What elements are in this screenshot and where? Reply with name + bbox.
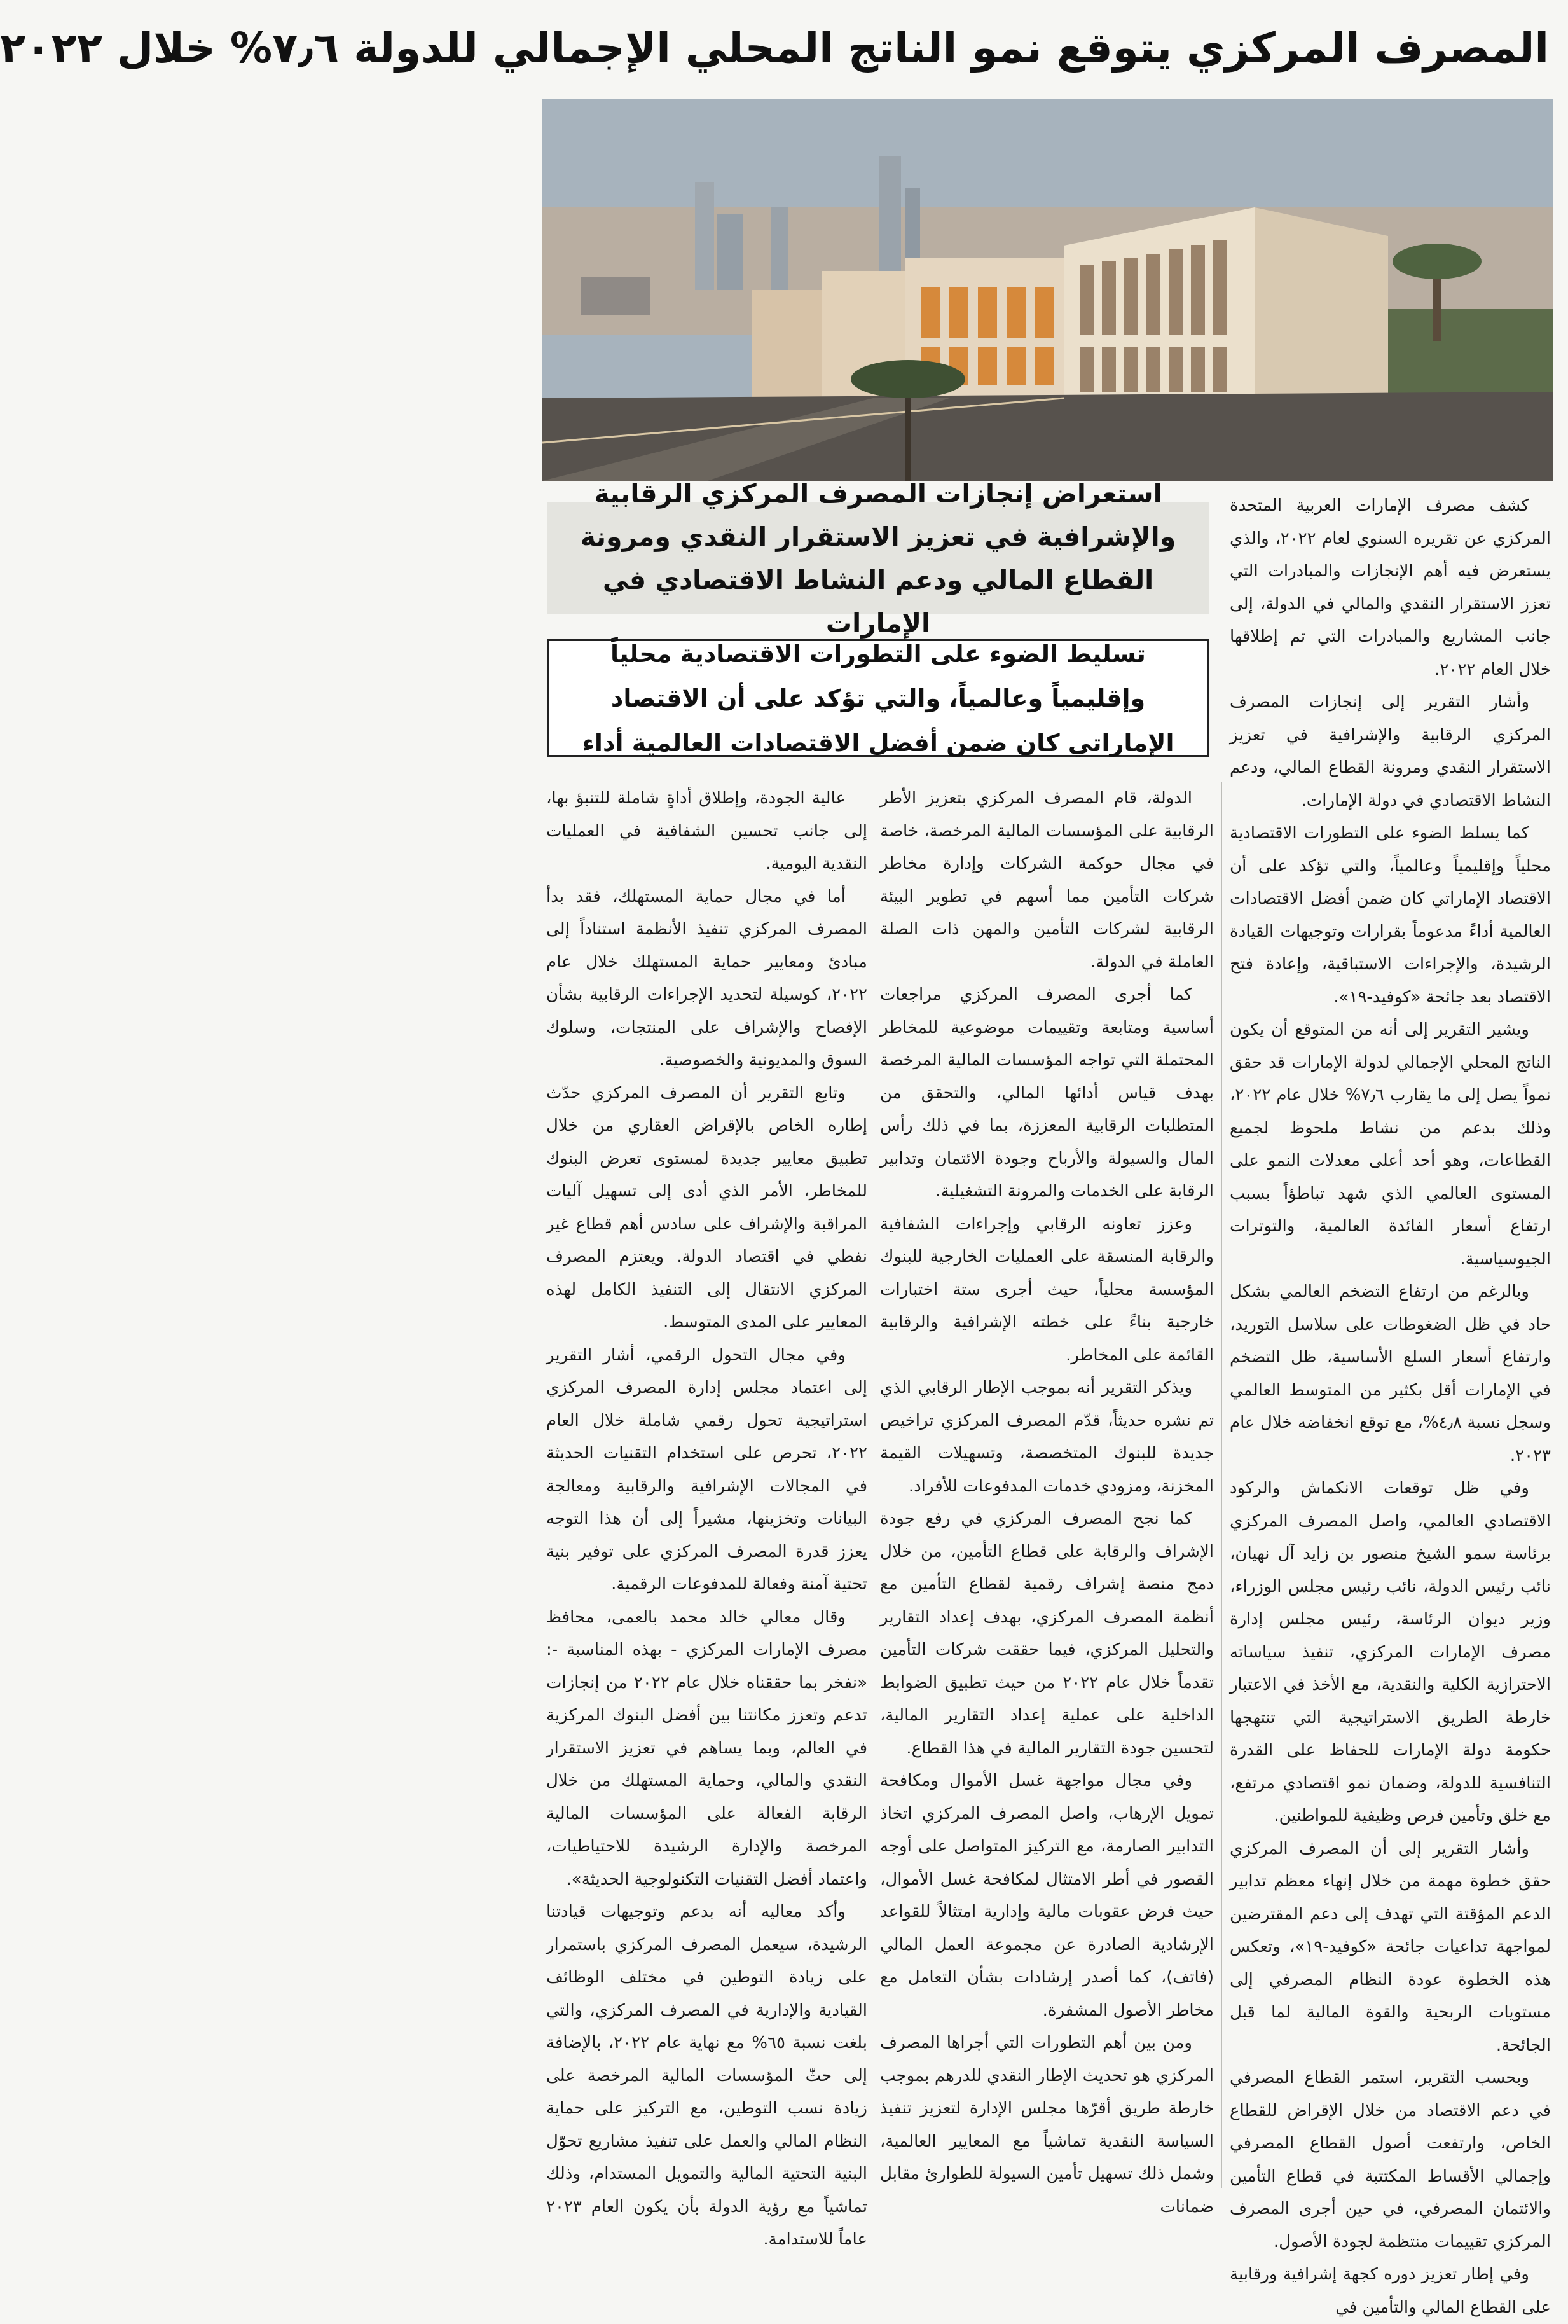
article-column-right (1230, 490, 1551, 2317)
central-bank-building-photo (542, 99, 1553, 481)
paragraph: وتابع التقرير أن المصرف المركزي حدّث إطاره الخاص بالإقراض العقاري من خلال تطبيق معايير جديدة لمستوى تعرض البنوك للمخاطر، الأمر الذي أدى إلى تسهيل آليات المراقبة والإشراف على سادس أهم قطاع غير نفطي في اقتصاد الدولة. ويعتزم المصرف المركزي الانتقال إلى التنفيذ الكامل لهذه المعايير على المدى المتوسط. (546, 1083, 867, 1332)
paragraph: وفي مجال التحول الرقمي، أشار التقرير إلى اعتماد مجلس إدارة المصرف المركزي استراتيجية تحول رقمي شاملة خلال العام ٢٠٢٢، تحرص على استخدام التقنيات الحديثة في المجالات الإشرافية والرقابية ومعالجة البيانات وتخزينها، مشيراً إلى أن هذا التوجه يعزز قدرة المصرف المركزي على توفير بنية تحتية آمنة وفعالة للمدفوعات الرقمية. (546, 1345, 867, 1594)
paragraph: وقال معالي خالد محمد بالعمى، محافظ مصرف الإمارات المركزي - بهذه المناسبة -: «نفخر بما حققناه خلال عام ٢٠٢٢ من إنجازات تدعم وتعزز مكانتنا بين أفضل البنوك المركزية في العالم، وبما يساهم في تعزيز الاستقرار النقدي والمالي، وحماية المستهلك من خلال الرقابة الفعالة على المؤسسات المالية المرخصة والإدارة الرشيدة للاحتياطيات، واعتماد أفضل التقنيات التكنولوجية الحديثة». (546, 1607, 867, 1889)
article-column-left (546, 782, 867, 2249)
article-column-middle (880, 782, 1214, 2217)
paragraph: وأكد معاليه أنه بدعم وتوجيهات قيادتنا الرشيدة، سيعمل المصرف المركزي باستمرار على زيادة التوطين في مختلف الوظائف القيادية والإدارية في المصرف المركزي، والتي بلغت نسبة ٦٥% مع نهاية عام ٢٠٢٢، بالإضافة إلى حثّ المؤسسات المالية المرخصة على زيادة نسب التوطين، مع التركيز على حماية النظام المالي والعمل على تنفيذ مشاريع تحوّل البنية التحتية المالية والتمويل المستدام، وذلك تماشياً مع رؤية الدولة بأن يكون العام ٢٠٢٣ عاماً للاستدامة. (546, 1902, 867, 2249)
paragraph: وعزز تعاونه الرقابي وإجراءات الشفافية والرقابة المنسقة على العمليات الخارجية للبنوك المؤسسة محلياً، حيث أجرى ستة اختبارات خارجية بناءً على خطته الإشرافية والرقابية القائمة على المخاطر. (880, 1214, 1214, 1365)
paragraph: وبحسب التقرير، استمر القطاع المصرفي في دعم الاقتصاد من خلال الإقراض للقطاع الخاص، وارتفعت أصول القطاع المصرفي وإجمالي الأقساط المكتتبة في قطاع التأمين والائتمان المصرفي، في حين أجرى المصرف المركزي تقييمات منتظمة لجودة الأصول. (1230, 2068, 1551, 2251)
paragraph: وبالرغم من ارتفاع التضخم العالمي بشكل حاد في ظل الضغوطات على سلاسل التوريد، وارتفاع أسعار السلع الأساسية، ظل التضخم في الإمارات أقل بكثير من المتوسط العالمي وسجل نسبة ٤٫٨%، مع توقع انخفاضه خلال عام ٢٠٢٣. (1230, 1282, 1551, 1465)
subheadline: استعراض إنجازات المصرف المركزي الرقابية والإشرافية في تعزيز الاستقرار النقدي ومرونة القطاع المالي ودعم النشاط الاقتصادي في الإمارات (580, 478, 1176, 639)
paragraph: وفي مجال مواجهة غسل الأموال ومكافحة تمويل الإرهاب، واصل المصرف المركزي اتخاذ التدابير الصارمة، مع التركيز المتواصل على أوجه القصور في أطر الامتثال لمكافحة غسل الأموال، حيث فرض عقوبات مالية وإدارية امتثالاً للقواعد الإرشادية الصادرة عن مجموعة العمل المالي (فاتف)، كما أصدر إرشادات بشأن التعامل مع مخاطر الأصول المشفرة. (880, 1771, 1214, 2020)
pullquote: تسليط الضوء على التطورات الاقتصادية محلياً وإقليمياً وعالمياً، والتي تؤكد على أن الاقتصاد الإماراتي كان ضمن أفضل الاقتصادات العالمية أداء (582, 639, 1174, 757)
paragraph: وأشار التقرير إلى إنجازات المصرف المركزي الرقابية والإشرافية في تعزيز الاستقرار النقدي ومرونة القطاع المالي، ودعم النشاط الاقتصادي في دولة الإمارات. (1230, 693, 1551, 810)
paragraph: كما أجرى المصرف المركزي مراجعات أساسية ومتابعة وتقييمات موضوعية للمخاطر المحتملة التي تواجه المؤسسات المالية المرخصة بهدف قياس أدائها المالي، والتحقق من المتطلبات الرقابية المعززة، بما في ذلك رأس المال والسيولة والأرباح وجودة الائتمان وتدابير الرقابة على الخدمات والمرونة التشغيلية. (880, 985, 1214, 1201)
paragraph: ومن بين أهم التطورات التي أجراها المصرف المركزي هو تحديث الإطار النقدي للدرهم بموجب خارطة طريق أقرّها مجلس الإدارة لتعزيز تنفيذ السياسة النقدية تماشياً مع المعايير العالمية، وشمل ذلك تسهيل تأمين السيولة للطوارئ مقابل ضمانات (880, 2033, 1214, 2217)
paragraph: الدولة، قام المصرف المركزي بتعزيز الأطر الرقابية على المؤسسات المالية المرخصة، خاصة في مجال حوكمة الشركات وإدارة مخاطر شركات التأمين مما أسهم في تطوير البيئة الرقابية لشركات التأمين والمهن ذات الصلة العاملة في الدولة. (880, 789, 1214, 972)
paragraph: كما يسلط الضوء على التطورات الاقتصادية محلياً وإقليمياً وعالمياً، والتي تؤكد على أن الاقتصاد الإماراتي كان ضمن أفضل الاقتصادات العالمية أداءً مدعوماً بقرارات وتوجيهات القيادة الرشيدة، والإجراءات الاستباقية، وإعادة فتح الاقتصاد بعد جائحة «كوفيد-١٩». (1230, 824, 1551, 1007)
paragraph: كشف مصرف الإمارات العربية المتحدة المركزي عن تقريره السنوي لعام ٢٠٢٢، والذي يستعرض فيه أهم الإنجازات والمبادرات التي تعزز الاستقرار النقدي والمالي في الدولة، إلى جانب المشاريع والمبادرات التي تم إطلاقها خلال العام ٢٠٢٢. (1230, 496, 1551, 679)
headline: المصرف المركزي يتوقع نمو الناتج المحلي الإجمالي للدولة ٧٫٦% خلال ٢٠٢٢ (0, 24, 1549, 73)
column-divider (1221, 782, 1222, 2188)
paragraph: ويذكر التقرير أنه بموجب الإطار الرقابي الذي تم نشره حديثاً، قدّم المصرف المركزي تراخيص جديدة للبنوك المتخصصة، وتسهيلات القيمة المخزنة، ومزودي خدمات المدفوعات للأفراد. (880, 1378, 1214, 1496)
paragraph: أما في مجال حماية المستهلك، فقد بدأ المصرف المركزي تنفيذ الأنظمة استناداً إلى مبادئ ومعايير حماية المستهلك خلال عام ٢٠٢٢، كوسيلة لتحديد الإجراءات الرقابية بشأن الإفصاح والإشراف على المنتجات، وسلوك السوق والمديونية والخصوصية. (546, 887, 867, 1070)
paragraph: عالية الجودة، وإطلاق أداةٍ شاملة للتنبؤ بها، إلى جانب تحسين الشفافية في العمليات النقدية اليومية. (546, 789, 867, 873)
paragraph: وأشار التقرير إلى أن المصرف المركزي حقق خطوة مهمة من خلال إنهاء معظم تدابير الدعم المؤقتة التي تهدف إلى دعم المقترضين لمواجهة تداعيات جائحة «كوفيد-١٩»، وتعكس هذه الخطوة عودة النظام المصرفي إلى مستويات الربحية والقوة المالية لما قبل الجائحة. (1230, 1839, 1551, 2055)
pullquote-box (547, 639, 1209, 757)
paragraph: وفي إطار تعزيز دوره كجهة إشرافية ورقابية على القطاع المالي والتأمين في (1230, 2265, 1551, 2317)
photo-illustration (542, 99, 1553, 481)
paragraph: وفي ظل توقعات الانكماش والركود الاقتصادي العالمي، واصل المصرف المركزي برئاسة سمو الشيخ منصور بن زايد آل نهيان، نائب رئيس الدولة، نائب رئيس مجلس الوزراء، وزير ديوان الرئاسة، رئيس مجلس إدارة مصرف الإمارات المركزي، تنفيذ سياساته الاحترازية الكلية والنقدية، مع الأخذ في الاعتبار خارطة الطريق الاستراتيجية التي تنتهجها حكومة دولة الإمارات للحفاظ على القدرة التنافسية للدولة، وضمان نمو اقتصادي مرتفع، مع خلق وتأمين فرص وظيفية للمواطنين. (1230, 1479, 1551, 1825)
subheadline-box (547, 478, 1209, 639)
paragraph: ويشير التقرير إلى أنه من المتوقع أن يكون الناتج المحلي الإجمالي لدولة الإمارات قد حقق نمواً يصل إلى ما يقارب ٧٫٦% خلال عام ٢٠٢٢، وذلك بدعم من نشاط ملحوظ لجميع القطاعات، وهو أحد أعلى معدلات النمو على المستوى العالمي الذي شهد تباطؤاً بسبب ارتفاع أسعار الفائدة العالمية، والتوترات الجيوسياسية. (1230, 1020, 1551, 1269)
paragraph: كما نجح المصرف المركزي في رفع جودة الإشراف والرقابة على قطاع التأمين، من خلال دمج منصة إشراف رقمية لقطاع التأمين مع أنظمة المصرف المركزي، بهدف إعداد التقارير والتحليل المركزي، فيما حققت شركات التأمين تقدماً خلال عام ٢٠٢٢ من حيث تطبيق الضوابط الداخلية على عملية إعداد التقارير المالية، لتحسين جودة التقارير المالية في هذا القطاع. (880, 1509, 1214, 1758)
